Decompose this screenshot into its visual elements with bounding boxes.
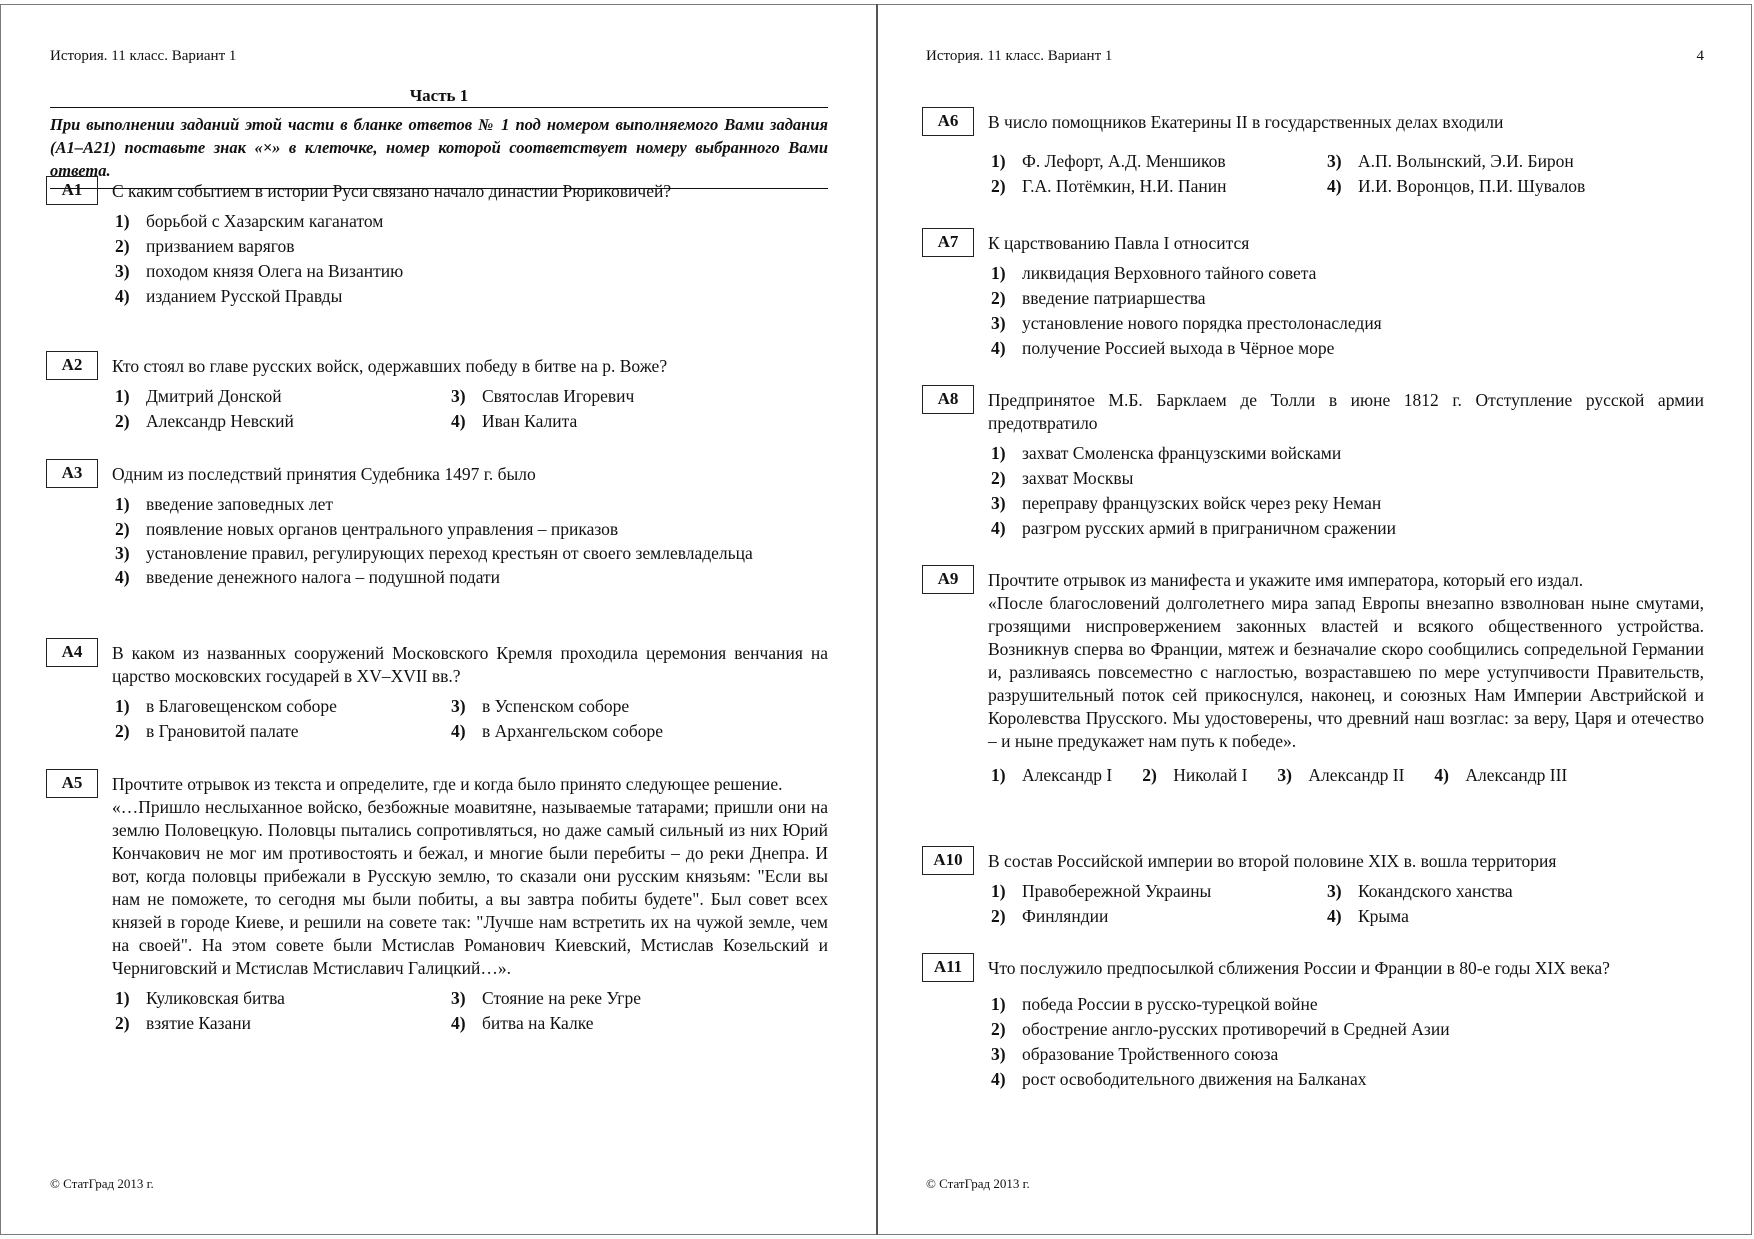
answer-option: 4) битва на Калке (451, 1013, 594, 1033)
part-title: Часть 1 (409, 86, 469, 105)
task-number: А6 (922, 107, 974, 136)
answer-options (115, 492, 828, 590)
task-question: Кто стоял во главе русских войск, одержавших победу в битве на р. Воже? (112, 356, 668, 376)
answer-options (115, 384, 828, 434)
task-a6 (926, 111, 1704, 199)
answer-option: 1) Ф. Лефорт, А.Д. Меншиков (991, 151, 1226, 171)
answer-option: 1) борьбой с Хазарским каганатом (115, 211, 384, 231)
task-question: Прочтите отрывок из манифеста и укажите имя императора, который его издал. (988, 570, 1584, 590)
instruction-text: При выполнении заданий этой части в бланке ответов № 1 под номером выполняемого Вами задания (А1–А21) поставьте знак «×» в клеточке, номер которой соответствует номеру выбранного Вами ответа. (50, 107, 828, 189)
page-number: 4 (1696, 48, 1704, 64)
answer-option: 2) взятие Казани (115, 1013, 251, 1033)
answer-option: 2) захват Москвы (991, 468, 1134, 488)
answer-option: 3) Стояние на реке Угре (451, 988, 641, 1008)
answer-option: 2) появление новых органов центрального управления – приказов (115, 519, 619, 539)
task-a10 (926, 850, 1704, 929)
source-excerpt: «…Пришло неслыханное войско, безбожные моавитяне, называемые татарами; пришли они на землю Половецкую. Половцы пытались сопротивляться, но даже самый сильный из них Юрий Кончакович не мог им противостоять и бежал, и многие были перебиты – до реки Днепра. И вот, когда половцы прибежали в Русскую землю, то сказали они русским князьям: "Если вы нам не поможете, то сегодня мы были побиты, а вы завтра побиты будете". Был совет всех князей в городе Киеве, и решили на совете так: "Лучше нам встретить их на чужой земле, чем на своей". На этом совете были Мстислав Романович Киевский, Мстислав Козельский и Черниговский и Мстислав Мстиславич Галицкий…». (112, 797, 828, 978)
page-footer: © СтатГрад 2013 г. (926, 1176, 1030, 1191)
task-a2 (50, 355, 828, 434)
answer-option: 1) ликвидация Верховного тайного совета (991, 263, 1317, 283)
answer-option: 4) введение денежного налога – подушной подати (115, 567, 501, 587)
answer-options (115, 694, 828, 744)
answer-option: 4) рост освободительного движения на Балканах (991, 1069, 1367, 1089)
task-number: А5 (46, 769, 98, 798)
answer-option: 4) И.И. Воронцов, П.И. Шувалов (1327, 176, 1586, 196)
answer-option: 2) Г.А. Потёмкин, Н.И. Панин (991, 176, 1227, 196)
answer-option: 3) Святослав Игоревич (451, 386, 635, 406)
answer-option: 3) Кокандского ханства (1327, 881, 1513, 901)
task-a5 (50, 773, 828, 1036)
task-question: В число помощников Екатерины II в государственных делах входили (988, 112, 1504, 132)
right-page (926, 0, 1704, 1239)
answer-option: 1) в Благовещенском соборе (115, 696, 337, 716)
answer-option: 4) Крыма (1327, 906, 1409, 926)
left-page (50, 0, 828, 1239)
page-footer: © СтатГрад 2013 г. (50, 1176, 154, 1191)
answer-option: 4) Иван Калита (451, 411, 578, 431)
task-question: К царствованию Павла I относится (988, 233, 1250, 253)
task-a8 (926, 389, 1704, 541)
answer-options (991, 149, 1704, 199)
answer-option: 2) обострение англо-русских противоречий в Средней Азии (991, 1019, 1450, 1039)
answer-option: 3) Александр II (1277, 765, 1405, 785)
task-question: В каком из названных сооружений Московского Кремля проходила церемония венчания на царство московских государей в XV–XVII вв.? (112, 643, 828, 686)
answer-option: 1) введение заповедных лет (115, 494, 334, 514)
answer-option: 3) в Успенском соборе (451, 696, 630, 716)
task-number: А8 (922, 385, 974, 414)
task-a9 (926, 569, 1704, 788)
task-question: Одним из последствий принятия Судебника 1497 г. было (112, 464, 536, 484)
answer-option: 1) Александр I (991, 765, 1113, 785)
answer-option: 4) Александр III (1434, 765, 1568, 785)
task-number: А10 (922, 846, 974, 875)
answer-options (991, 879, 1704, 929)
answer-option: 1) Куликовская битва (115, 988, 285, 1008)
answer-option: 2) в Грановитой палате (115, 721, 299, 741)
page-divider (876, 4, 878, 1235)
task-number: А7 (922, 228, 974, 257)
task-a7 (926, 232, 1704, 361)
answer-option: 4) получение Россией выхода в Чёрное море (991, 338, 1335, 358)
task-question: Предпринятое М.Б. Барклаем де Толли в июне 1812 г. Отступление русской армии предотвратило (988, 390, 1704, 433)
task-number: А1 (46, 176, 98, 205)
answer-options (991, 261, 1704, 361)
answer-option: 3) походом князя Олега на Византию (115, 261, 404, 281)
answer-option: 4) изданием Русской Правды (115, 286, 343, 306)
task-number: А9 (922, 565, 974, 594)
answer-options (991, 763, 1704, 788)
answer-option: 2) введение патриаршества (991, 288, 1206, 308)
answer-option: 2) Финляндии (991, 906, 1109, 926)
task-number: А4 (46, 638, 98, 667)
answer-option: 1) победа России в русско-турецкой войне (991, 994, 1318, 1014)
answer-option: 1) Правобережной Украины (991, 881, 1212, 901)
answer-option: 2) призванием варягов (115, 236, 295, 256)
answer-option: 3) А.П. Волынский, Э.И. Бирон (1327, 151, 1574, 171)
answer-option: 4) в Архангельском соборе (451, 721, 664, 741)
answer-option: 2) Александр Невский (115, 411, 294, 431)
source-excerpt: «После благословений долголетнего мира запад Европы внезапно взволнован ныне смутами, грозящими ниспровержением законных властей и всякого общественного устройства. Возникнув сперва во Франции, мятеж и безначалие скоро сообщились сопредельной Германии и, разливаясь повсеместно с наглостью, возраставшею по мере уступчивости Правительств, разрушительный поток сей прикоснулся, наконец, и союзных Нам Империи Австрийской и Королевства Прусского. Мы удостоверены, что древний наш возглас: за веру, Царя и отечество – и ныне предукажет нам путь к победе». (988, 593, 1704, 751)
task-number: А2 (46, 351, 98, 380)
task-question: Прочтите отрывок из текста и определите, где и когда было принято следующее решение. (112, 774, 783, 794)
task-number: А3 (46, 459, 98, 488)
page-header: История. 11 класс. Вариант 1 (926, 48, 1113, 64)
answer-option: 3) переправу французских войск через реку Неман (991, 493, 1382, 513)
task-question: С каким событием в истории Руси связано начало династии Рюриковичей? (112, 181, 672, 201)
answer-option: 3) установление нового порядка престолонаследия (991, 313, 1382, 333)
answer-option: 4) разгром русских армий в приграничном сражении (991, 518, 1397, 538)
answer-option: 1) захват Смоленска французскими войсками (991, 443, 1342, 463)
page-header: История. 11 класс. Вариант 1 (50, 48, 237, 64)
answer-option: 3) установление правил, регулирующих переход крестьян от своего землевладельца (115, 543, 753, 563)
task-a1 (50, 180, 828, 309)
task-a4 (50, 642, 828, 744)
task-a11 (926, 957, 1704, 1092)
answer-options (115, 209, 828, 309)
answer-option: 1) Дмитрий Донской (115, 386, 282, 406)
answer-option: 3) образование Тройственного союза (991, 1044, 1279, 1064)
answer-options (991, 441, 1704, 541)
task-number: А11 (922, 953, 974, 982)
answer-options (115, 986, 828, 1036)
task-question: Что послужило предпосылкой сближения России и Франции в 80-е годы XIX века? (988, 958, 1610, 978)
answer-option: 2) Николай I (1142, 765, 1248, 785)
task-a3 (50, 463, 828, 590)
task-question: В состав Российской империи во второй половине XIX в. вошла территория (988, 851, 1557, 871)
answer-options (991, 992, 1704, 1092)
